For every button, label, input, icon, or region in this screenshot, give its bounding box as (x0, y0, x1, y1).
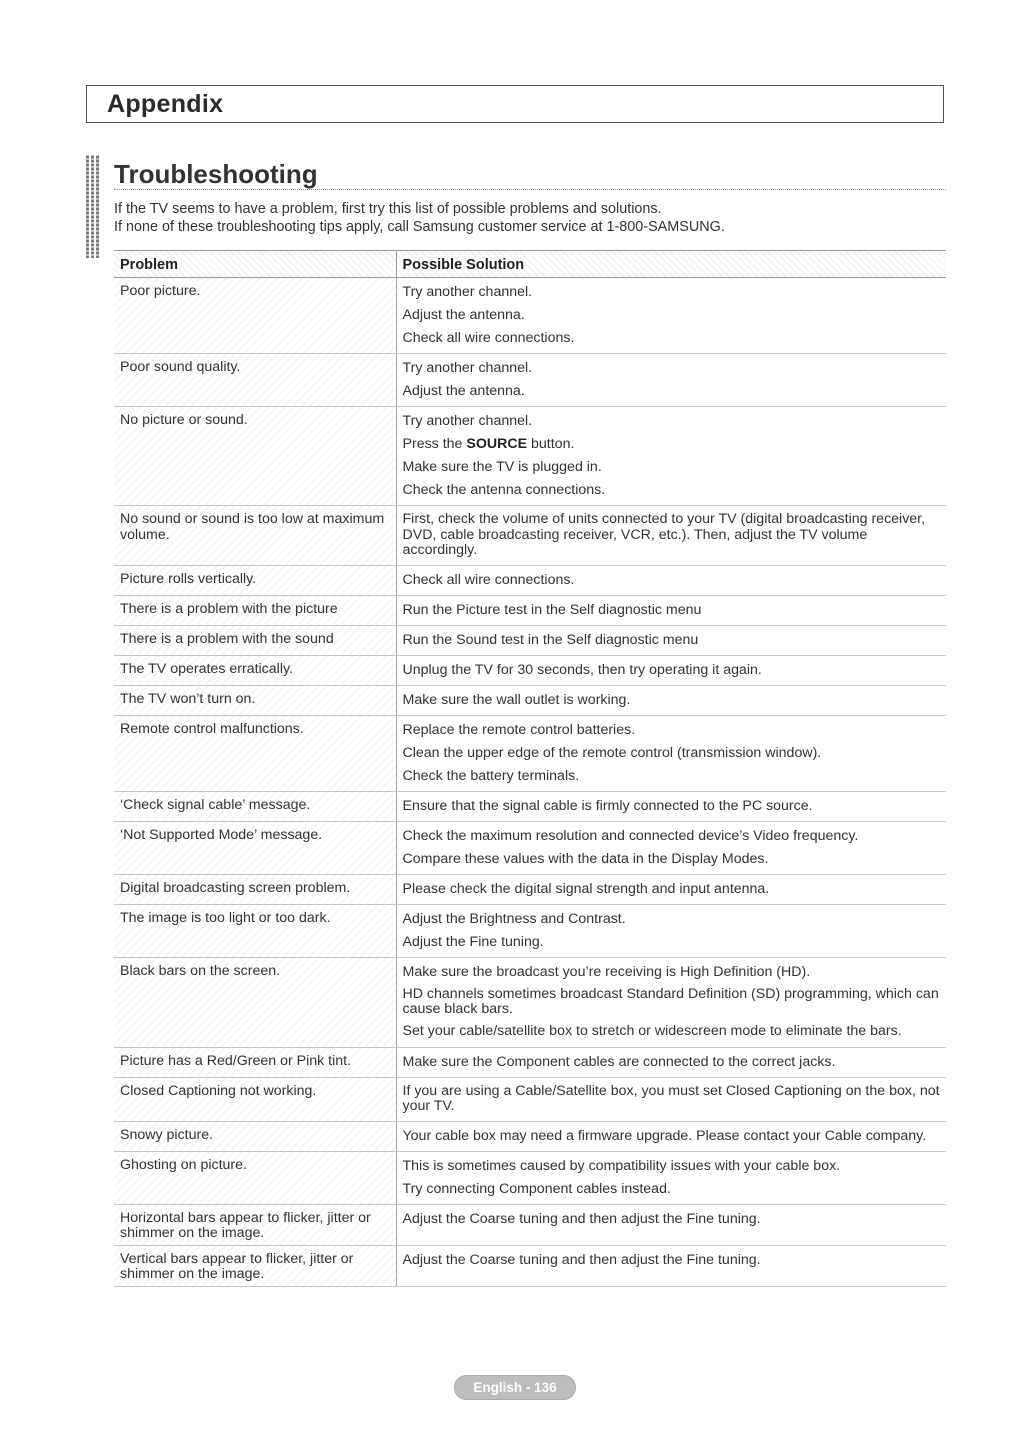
solution-cell (396, 506, 946, 566)
table-row (114, 1151, 946, 1204)
solution-line: Replace the remote control batteries. (402, 721, 636, 738)
solution-cell (396, 1077, 946, 1121)
solution-cell (396, 278, 946, 354)
solution-line: Adjust the Coarse tuning and then adjust the Fine tuning. (402, 1251, 761, 1268)
problem-cell (114, 278, 396, 354)
solution-cell (396, 1121, 946, 1151)
problem-text: There is a problem with the sound (120, 630, 334, 647)
column-header-problem: Problem (114, 251, 396, 278)
solution-line: Try another channel. (402, 284, 533, 300)
problem-text: ‘Not Supported Mode’ message. (120, 826, 323, 843)
problem-text: Remote control malfunctions. (120, 720, 304, 737)
troubleshooting-table (114, 250, 946, 1287)
solution-line: Compare these values with the data in the Display Modes. (402, 850, 769, 867)
solution-line: Make sure the Component cables are connected to the correct jacks. (402, 1053, 836, 1070)
table-row (114, 957, 946, 1047)
table-row (114, 565, 946, 595)
table-row (114, 715, 946, 791)
problem-cell (114, 1151, 396, 1204)
solution-line: Set your cable/satellite box to stretch or widescreen mode to eliminate the bars. (402, 1022, 902, 1039)
solution-line: Adjust the antenna. (402, 383, 525, 399)
problem-cell (114, 715, 396, 791)
solution-line: Your cable box may need a firmware upgrade. Please contact your Cable company. (402, 1127, 927, 1144)
intro-line: If none of these troubleshooting tips apply, call Samsung customer service at 1-800-SAMSUNG. (114, 219, 725, 235)
solution-line: First, check the volume of units connected to your TV (digital broadcasting receiver, DVD, cable broadcasting receiver, VCR, etc.). Then, adjust the TV volume accordingly. (402, 511, 926, 558)
table-row (114, 874, 946, 904)
problem-text: The image is too light or too dark. (120, 909, 331, 926)
table-row (114, 904, 946, 957)
solution-line: Make sure the broadcast you’re receiving is High Definition (HD). (402, 963, 811, 980)
problem-cell (114, 506, 396, 566)
table-row (114, 685, 946, 715)
problem-cell (114, 655, 396, 685)
problem-cell (114, 595, 396, 625)
solution-cell (396, 715, 946, 791)
table-row (114, 791, 946, 821)
problem-cell (114, 354, 396, 407)
problem-text: Snowy picture. (120, 1126, 214, 1143)
problem-cell (114, 1121, 396, 1151)
solution-line: Check the maximum resolution and connected device’s Video frequency. (402, 827, 859, 844)
solution-line: Check the antenna connections. (402, 482, 606, 498)
solution-cell (396, 354, 946, 407)
problem-text: The TV won’t turn on. (120, 690, 256, 707)
solution-cell (396, 565, 946, 595)
solution-line: Press the SOURCE button. (402, 436, 575, 452)
page-title: Troubleshooting (114, 159, 318, 189)
solution-line: Run the Sound test in the Self diagnostic menu (402, 631, 699, 648)
table-row (114, 1121, 946, 1151)
solution-line: Try another channel. (402, 360, 533, 376)
table-row (114, 354, 946, 407)
table-row (114, 278, 946, 354)
solution-cell (396, 1151, 946, 1204)
solution-line: Adjust the Brightness and Contrast. (402, 910, 626, 927)
solution-cell (396, 791, 946, 821)
problem-cell (114, 791, 396, 821)
page-number-badge: English - 136 (454, 1375, 575, 1400)
appendix-title: Appendix (107, 90, 224, 118)
table-row (114, 506, 946, 566)
problem-text: Picture has a Red/Green or Pink tint. (120, 1052, 352, 1069)
column-header-solution: Possible Solution (396, 251, 946, 278)
problem-text: Closed Captioning not working. (120, 1082, 317, 1099)
problem-text: Black bars on the screen. (120, 962, 281, 979)
table-row (114, 1204, 946, 1245)
solution-cell (396, 407, 946, 506)
table-row (114, 407, 946, 506)
problem-cell (114, 1047, 396, 1077)
problem-cell (114, 685, 396, 715)
problem-text: There is a problem with the picture (120, 600, 338, 617)
table-body (114, 278, 946, 1287)
solution-line: Make sure the wall outlet is working. (402, 691, 631, 708)
solution-line: Try another channel. (402, 413, 533, 429)
problem-text: Digital broadcasting screen problem. (120, 879, 351, 896)
problem-text: Horizontal bars appear to flicker, jitter or shimmer on the image. (120, 1209, 371, 1241)
solution-line: Adjust the Coarse tuning and then adjust the Fine tuning. (402, 1210, 761, 1227)
problem-text: ‘Check signal cable’ message. (120, 796, 311, 813)
table-row (114, 655, 946, 685)
solution-cell (396, 595, 946, 625)
solution-line: Check all wire connections. (402, 330, 575, 346)
problem-cell (114, 1077, 396, 1121)
problem-text: Poor picture. (120, 283, 201, 299)
table-row (114, 821, 946, 874)
solution-line: Run the Picture test in the Self diagnostic menu (402, 601, 702, 618)
solution-cell (396, 1204, 946, 1245)
solution-line: Please check the digital signal strength and input antenna. (402, 880, 770, 897)
solution-line: Check the battery terminals. (402, 767, 580, 784)
solution-line: HD channels sometimes broadcast Standard Definition (SD) programming, which can cause black bars. (402, 985, 939, 1017)
table-row (114, 1047, 946, 1077)
solution-cell (396, 625, 946, 655)
table-row (114, 595, 946, 625)
solution-line: Try connecting Component cables instead. (402, 1180, 671, 1197)
problem-cell (114, 565, 396, 595)
problem-cell (114, 904, 396, 957)
problem-cell (114, 407, 396, 506)
solution-line: Adjust the Fine tuning. (402, 933, 544, 950)
solution-line: Clean the upper edge of the remote control (transmission window). (402, 744, 822, 761)
problem-text: The TV operates erratically. (120, 660, 293, 677)
problem-text: Poor sound quality. (120, 359, 241, 375)
solution-line: This is sometimes caused by compatibility issues with your cable box. (402, 1157, 841, 1174)
solution-line: Adjust the antenna. (402, 307, 525, 323)
problem-cell (114, 821, 396, 874)
table-row (114, 625, 946, 655)
table-row (114, 1077, 946, 1121)
intro-line: If the TV seems to have a problem, first try this list of possible problems and solutions. (114, 201, 662, 217)
section-marker-bars (86, 155, 98, 258)
appendix-header (86, 85, 944, 123)
solution-cell (396, 1245, 946, 1286)
problem-cell (114, 1245, 396, 1286)
problem-text: Picture rolls vertically. (120, 570, 257, 587)
table-row (114, 1245, 946, 1286)
problem-text: Ghosting on picture. (120, 1156, 247, 1173)
solution-cell (396, 957, 946, 1047)
solution-line: Check all wire connections. (402, 571, 575, 588)
problem-cell (114, 957, 396, 1047)
problem-text: No sound or sound is too low at maximum volume. (120, 511, 385, 543)
solution-cell (396, 685, 946, 715)
problem-text: No picture or sound. (120, 412, 248, 428)
problem-text: Vertical bars appear to flicker, jitter or shimmer on the image. (120, 1250, 354, 1282)
solution-cell (396, 904, 946, 957)
solution-line: Unplug the TV for 30 seconds, then try operating it again. (402, 661, 762, 678)
table-header-row (114, 251, 946, 278)
problem-cell (114, 625, 396, 655)
solution-cell (396, 655, 946, 685)
problem-cell (114, 874, 396, 904)
intro-text (114, 200, 944, 236)
solution-line: Make sure the TV is plugged in. (402, 459, 602, 475)
solution-cell (396, 874, 946, 904)
solution-cell (396, 1047, 946, 1077)
solution-line: If you are using a Cable/Satellite box, you must set Closed Captioning on the box, not your TV. (402, 1082, 940, 1114)
title-underline (114, 189, 946, 190)
solution-cell (396, 821, 946, 874)
page-footer (0, 1375, 1030, 1400)
problem-cell (114, 1204, 396, 1245)
solution-line: Ensure that the signal cable is firmly connected to the PC source. (402, 797, 813, 814)
